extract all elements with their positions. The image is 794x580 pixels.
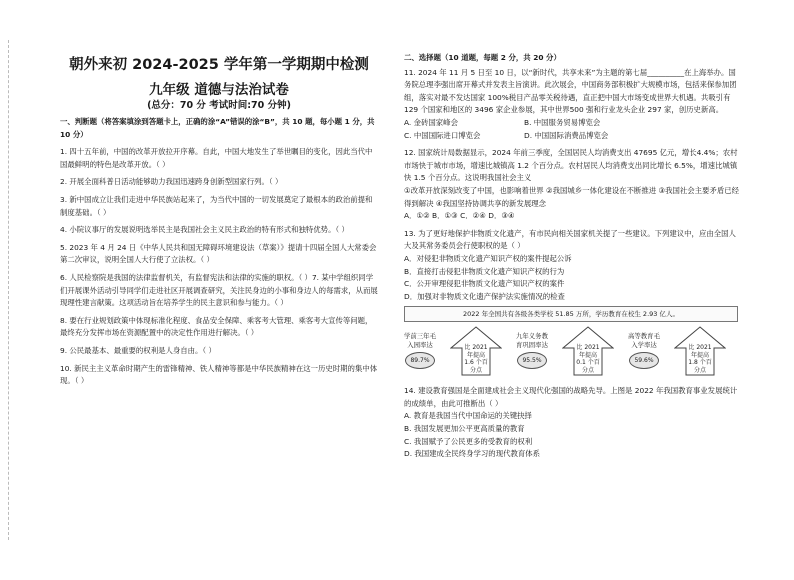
panel-change: 比 2021 年提高 0.1 个百分点 (576, 344, 600, 374)
binding-margin (0, 0, 18, 580)
q12-options: A．①② B．①③ C．②④ D．③④ (404, 211, 515, 221)
mc-question-12: 12. 国家统计局数据显示，2024 年前三季度，全国居民人均消费支出 47695 亿元，增长4.4%；农村市场快于城市市场，增速比城镇高 1.2 个百分点。农村居民人均消费支出同比增长 6.5%，增速比城镇快 1.5 个百分点。这说明我国社会主义 (404, 148, 738, 183)
panel-label: 学前三年毛入园率达 (404, 332, 436, 349)
q14-option-c: C. 我国赋予了公民更多的受教育的权利 (404, 436, 533, 446)
q11-options-row2 (404, 130, 740, 143)
binding-line (8, 40, 9, 540)
left-column (60, 46, 378, 393)
exam-meta: (总分：70 分 考试时间:70 分钟) (147, 100, 291, 111)
tf-question-9: 9. 公民最基本、最重要的权利是人身自由。（ ） (60, 345, 216, 355)
q13-option-b: B．直接打击侵犯非物质文化遗产知识产权的行为 (404, 266, 565, 276)
q14-option-d: D. 我国建成全民终身学习的现代教育体系 (404, 449, 541, 459)
infographic-banner: 2022 年全国共有各级各类学校 51.85 万所，学历教育在校生 2.93 亿人。 (404, 306, 738, 322)
panel-pie: 95.5% (517, 352, 547, 369)
tf-question-6-7: 6. 人民检察院是我国的法律监督机关，有监督宪法和法律的实施的职权。（ ）7. 某中学组织同学们开展课外活动引导同学们走进社区开展调查研究，关注民身边的小事和身边人的每需求，从而展现理性建言献策。这项活动旨在培养学生的民主意识和参与能力。（ ） (60, 272, 378, 308)
tf-question-3: 3. 新中国成立让我们走进中华民族站起来了，为当代中国的一切发展奠定了最根本的政治前提和制度基础。（ ） (60, 194, 373, 217)
right-column (404, 52, 740, 461)
section-1-heading: 一、判断题（将答案填涂到答题卡上，正确的涂“A”错误的涂“B”，共 10 题，每小题 1 分，共 10 分） (60, 117, 375, 139)
panel-label: 九年义务教育巩固率达 (516, 332, 548, 349)
mc-question-11: 11. 2024 年 11 月 5 日至 10 日，以“新时代，共享未来”为主题的第七届__________在上海举办。国务院总理李强出席开幕式并发表主旨演讲。此次展会，中国商务部积极扩大规模市场，包括来保参加团组，落实对最不发达国家 100%税目产品零关税待遇，直正把中国大市场变成世界大机遇。共吸引有 129 个国家和地区的 3496 家企业参展，其中世界500 强和行业龙头企业 297 家，创历史新高。 (404, 67, 737, 115)
q14-option-b: B. 我国发展更加公平更高质量的教育 (404, 424, 525, 434)
q13-option-a: A．对侵犯非物质文化遗产知识产权的案件提起公诉 (404, 253, 572, 263)
tf-question-2: 2. 开展全面科普日活动能够助力我国迅速跨身创新型国家行列。（ ） (60, 177, 283, 187)
q13-option-c: C．公开审理侵犯非物质文化遗产知识产权的案件 (404, 279, 565, 289)
panel-label: 高等教育毛入学率达 (628, 332, 660, 349)
panel-pie: 59.6% (629, 352, 659, 369)
q11-option-a: A. 金砖国家峰会 (404, 117, 458, 127)
education-infographic (404, 306, 736, 378)
tf-question-4: 4. 小院议事厅的发展说明选举民主是我国社会主义民主政治的特有形式和独特优势。（ ） (60, 225, 349, 235)
q11-option-c: C. 中国国际进口博览会 (404, 130, 481, 140)
panel-change: 比 2021 年提高 1.8 个百分点 (688, 344, 712, 374)
q14-option-a: A. 教育是我国当代中国命运的关键抉择 (404, 411, 532, 421)
tf-question-5: 5. 2023 年 4 月 24 日《中华人民共和国无障碍环境建设法（草案）》提请十四届全国人大常委会第二次审议，说明全国人大行使了立法权。（ ） (60, 242, 377, 265)
section-2-heading: 二、选择题（10 道题，每题 2 分，共 20 分） (404, 53, 561, 62)
mc-question-14: 14. 建设教育强国是全面建成社会主义现代化强国的战略先导。上图是 2022 年我国教育事业发展统计的成绩单，由此可推断出（ ） (404, 386, 738, 408)
exam-title: 朝外来初 2024-2025 学年第一学期期中检测 (69, 57, 369, 73)
q11-option-d: D. 中国国际消费品博览会 (524, 130, 609, 140)
tf-question-8: 8. 要在行业规划政策中体现标准化程度、食品安全保障、乘客考大管理、乘客考大宣传等问题，最终充分发挥市场在资源配置中的决定性作用进行解决。（ ） (60, 315, 373, 338)
q13-option-d: D．加强对非物质文化遗产保护法实施情况的检查 (404, 291, 565, 301)
infographic-panel-higher (628, 326, 732, 376)
panel-change: 比 2021 年提高 1.6 个百分点 (464, 344, 488, 374)
mc-question-13: 13. 为了更好地保护非物质文化遗产，有市民向相关国家机关提了一些建议。下列建议中，应由全国人大及其常务委员会行使职权的是（ ） (404, 228, 736, 251)
q11-option-b: B. 中国服务贸易博览会 (524, 117, 601, 127)
q11-options-row1 (404, 117, 740, 130)
infographic-panel-preschool (404, 326, 508, 376)
exam-subtitle: 九年级 道德与法治试卷 (149, 82, 289, 98)
tf-question-10: 10. 新民主主义革命时期产生的雷锋精神、铁人精神等都是中华民族精神在这一历史时期的集中体现。（ ） (60, 363, 378, 386)
panel-pie: 89.7% (405, 352, 435, 369)
q12-statements: ①改革开放深刻改变了中国，也影响着世界 ②我国城乡一体化建设在不断推进 ③我国社会主要矛盾已经得到解决 ④我国坚持协调共享的新发展理念 (404, 185, 739, 208)
tf-question-1: 1. 四十五年前，中国的改革开放拉开序幕。自此，中国大地发生了举世瞩目的变化，因此当代中国最鲜明的特色是改革开放。（ ） (60, 147, 373, 169)
infographic-panel-compulsory (516, 326, 620, 376)
